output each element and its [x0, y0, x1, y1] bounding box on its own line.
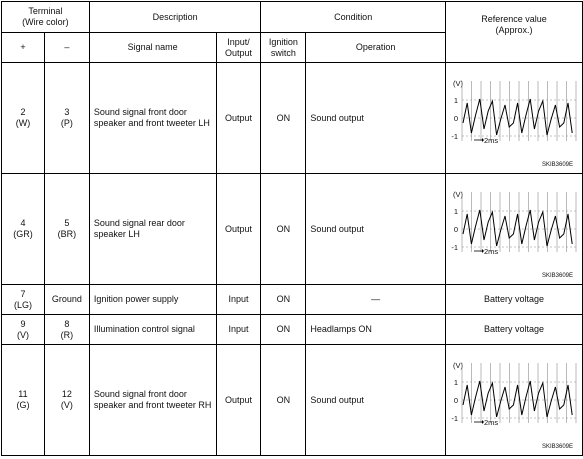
tick-label: 1	[453, 378, 458, 387]
table-row	[2, 285, 583, 315]
reference-waveform	[445, 174, 582, 285]
waveform-trace	[463, 381, 572, 417]
terminal-minus: 3 (P)	[44, 63, 89, 174]
io: Output	[216, 174, 261, 285]
header-terminal: Terminal (Wire color)	[2, 2, 90, 33]
tick-label: -1	[451, 414, 458, 423]
table-row	[2, 174, 583, 285]
terminal-minus: 5 (BR)	[44, 174, 89, 285]
table-row	[2, 63, 583, 174]
terminal-minus: Ground	[44, 285, 89, 315]
header-plus: +	[2, 33, 45, 63]
time-scale	[474, 420, 484, 424]
header-operation: Operation	[306, 33, 446, 63]
waveform-chart	[446, 345, 582, 455]
terminal-plus: 11 (G)	[2, 345, 45, 456]
tick-label: 0	[453, 114, 458, 123]
time-label: 2ms	[483, 247, 499, 256]
figure-caption: SKIB3609E	[541, 162, 573, 168]
header-reference: Reference value (Approx.)	[445, 2, 582, 63]
operation: Sound output	[306, 63, 446, 174]
tick-label: 0	[453, 396, 458, 405]
operation: Headlamps ON	[306, 315, 446, 345]
waveform-chart	[446, 174, 582, 284]
operation: Sound output	[306, 345, 446, 456]
operation: —	[306, 285, 446, 315]
time-scale	[474, 138, 484, 142]
header-condition: Condition	[261, 2, 446, 33]
terminal-plus: 4 (GR)	[2, 174, 45, 285]
terminal-minus: 12 (V)	[44, 345, 89, 456]
terminal-minus: 8 (R)	[44, 315, 89, 345]
terminal-table	[1, 1, 583, 456]
table-row	[2, 315, 583, 345]
io: Output	[216, 345, 261, 456]
time-scale	[474, 249, 484, 253]
signal-name: Ignition power supply	[89, 285, 216, 315]
ignition: ON	[261, 315, 306, 345]
terminal-plus: 2 (W)	[2, 63, 45, 174]
signal-name: Sound signal rear door speaker LH	[89, 174, 216, 285]
signal-name: Illumination control signal	[89, 315, 216, 345]
table-row	[2, 345, 583, 456]
terminal-plus: 9 (V)	[2, 315, 45, 345]
tick-label: -1	[451, 132, 458, 141]
io: Input	[216, 315, 261, 345]
tick-label: -1	[451, 243, 458, 252]
tick-label: 0	[453, 225, 458, 234]
unit-label: (V)	[452, 190, 463, 199]
ignition: ON	[261, 174, 306, 285]
figure-caption: SKIB3609E	[541, 444, 573, 450]
reference-waveform	[445, 63, 582, 174]
header-signal-name: Signal name	[89, 33, 216, 63]
reference-value: Battery voltage	[445, 315, 582, 345]
reference-waveform	[445, 345, 582, 456]
header-minus: –	[44, 33, 89, 63]
time-label: 2ms	[483, 418, 499, 427]
operation: Sound output	[306, 174, 446, 285]
io: Output	[216, 63, 261, 174]
tick-label: 1	[453, 207, 458, 216]
unit-label: (V)	[452, 361, 463, 370]
header-ignition: Ignition switch	[261, 33, 306, 63]
signal-name: Sound signal front door speaker and front tweeter LH	[89, 63, 216, 174]
tick-label: 1	[453, 96, 458, 105]
ignition: ON	[261, 345, 306, 456]
ignition: ON	[261, 63, 306, 174]
header-description: Description	[89, 2, 261, 33]
header-io: Input/ Output	[216, 33, 261, 63]
waveform-trace	[463, 99, 572, 135]
waveform-trace	[463, 210, 572, 246]
figure-caption: SKIB3609E	[541, 273, 573, 279]
signal-name: Sound signal front door speaker and front tweeter RH	[89, 345, 216, 456]
waveform-chart	[446, 63, 582, 173]
reference-value: Battery voltage	[445, 285, 582, 315]
unit-label: (V)	[452, 79, 463, 88]
ignition: ON	[261, 285, 306, 315]
time-label: 2ms	[483, 136, 499, 145]
io: Input	[216, 285, 261, 315]
terminal-plus: 7 (LG)	[2, 285, 45, 315]
